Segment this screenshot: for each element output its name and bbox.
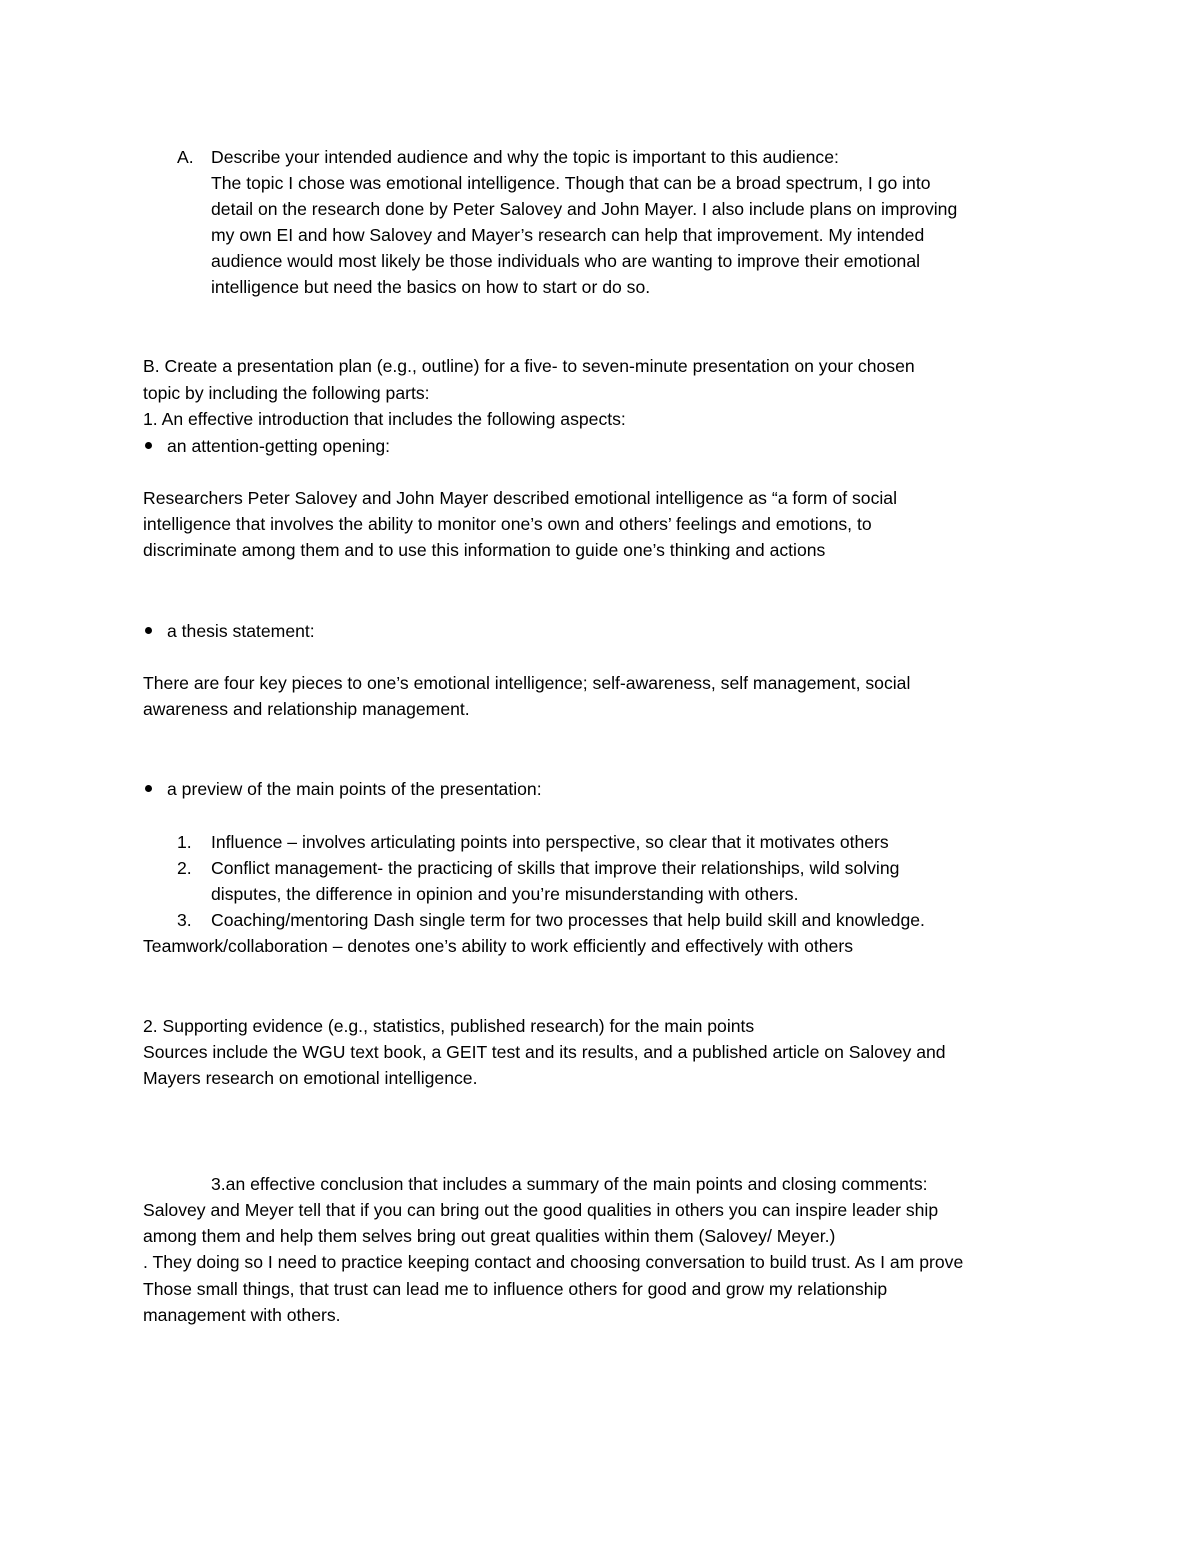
thesis-paragraph-line: There are four key pieces to one’s emotional intelligence; self-awareness, self management, social <box>143 673 911 693</box>
section-3-heading: 3.an effective conclusion that includes a summary of the main points and closing comments: <box>211 1174 928 1194</box>
bullet-attention-opening: an attention-getting opening: <box>167 436 391 456</box>
section-3-line: management with others. <box>143 1305 341 1325</box>
section-a-heading: Describe your intended audience and why the topic is important to this audience: <box>211 147 839 167</box>
list-item-conflict-management-cont: disputes, the difference in opinion and you’re misunderstanding with others. <box>211 884 799 904</box>
opening-paragraph-line: discriminate among them and to use this information to guide one’s thinking and actions <box>143 540 826 560</box>
thesis-paragraph-line: awareness and relationship management. <box>143 699 470 719</box>
section-3-line: among them and help them selves bring out great qualities within them (Salovey/ Meyer.) <box>143 1226 836 1246</box>
section-3-line: . They doing so I need to practice keeping contact and choosing conversation to build trust. As I am prove <box>143 1252 964 1272</box>
list-item-influence: Influence – involves articulating points into perspective, so clear that it motivates others <box>211 832 889 852</box>
section-2-line: Sources include the WGU text book, a GEIT test and its results, and a published article on Salovey and <box>143 1042 946 1062</box>
opening-paragraph-line: Researchers Peter Salovey and John Mayer described emotional intelligence as “a form of social <box>143 488 897 508</box>
section-3-line: Salovey and Meyer tell that if you can bring out the good qualities in others you can inspire leader ship <box>143 1200 939 1220</box>
bullet-icon <box>145 442 152 449</box>
section-b-heading: B. Create a presentation plan (e.g., outline) for a five- to seven-minute presentation on your chosen <box>143 356 915 376</box>
section-a-line: my own EI and how Salovey and Mayer’s research can help that improvement. My intended <box>211 225 925 245</box>
bullet-icon <box>145 785 152 792</box>
section-b-line: 1. An effective introduction that includes the following aspects: <box>143 409 626 429</box>
section-a-line: The topic I chose was emotional intelligence. Though that can be a broad spectrum, I go into <box>211 173 931 193</box>
list-item-number: 2. <box>177 858 192 878</box>
section-2-line: Mayers research on emotional intelligence. <box>143 1068 478 1088</box>
section-a-line: intelligence but need the basics on how to start or do so. <box>211 277 651 297</box>
list-item-conflict-management: Conflict management- the practicing of skills that improve their relationships, wild solving <box>211 858 900 878</box>
list-item-number: 3. <box>177 910 192 930</box>
opening-paragraph-line: intelligence that involves the ability to monitor one’s own and others’ feelings and emotions, to <box>143 514 872 534</box>
section-a-line: detail on the research done by Peter Salovey and John Mayer. I also include plans on improving <box>211 199 958 219</box>
list-item-coaching: Coaching/mentoring Dash single term for two processes that help build skill and knowledge. <box>211 910 925 930</box>
section-a-line: audience would most likely be those individuals who are wanting to improve their emotional <box>211 251 921 271</box>
section-2-heading: 2. Supporting evidence (e.g., statistics, published research) for the main points <box>143 1016 755 1036</box>
section-3-line: Those small things, that trust can lead me to influence others for good and grow my relationship <box>143 1279 888 1299</box>
section-b-line: topic by including the following parts: <box>143 383 430 403</box>
bullet-icon <box>145 627 152 634</box>
teamwork-line: Teamwork/collaboration – denotes one’s ability to work efficiently and effectively with others <box>143 936 853 956</box>
bullet-preview-main-points: a preview of the main points of the presentation: <box>167 779 542 799</box>
bullet-thesis-statement: a thesis statement: <box>167 621 315 641</box>
list-item-number: 1. <box>177 832 192 852</box>
section-a-marker: A. <box>177 147 194 167</box>
